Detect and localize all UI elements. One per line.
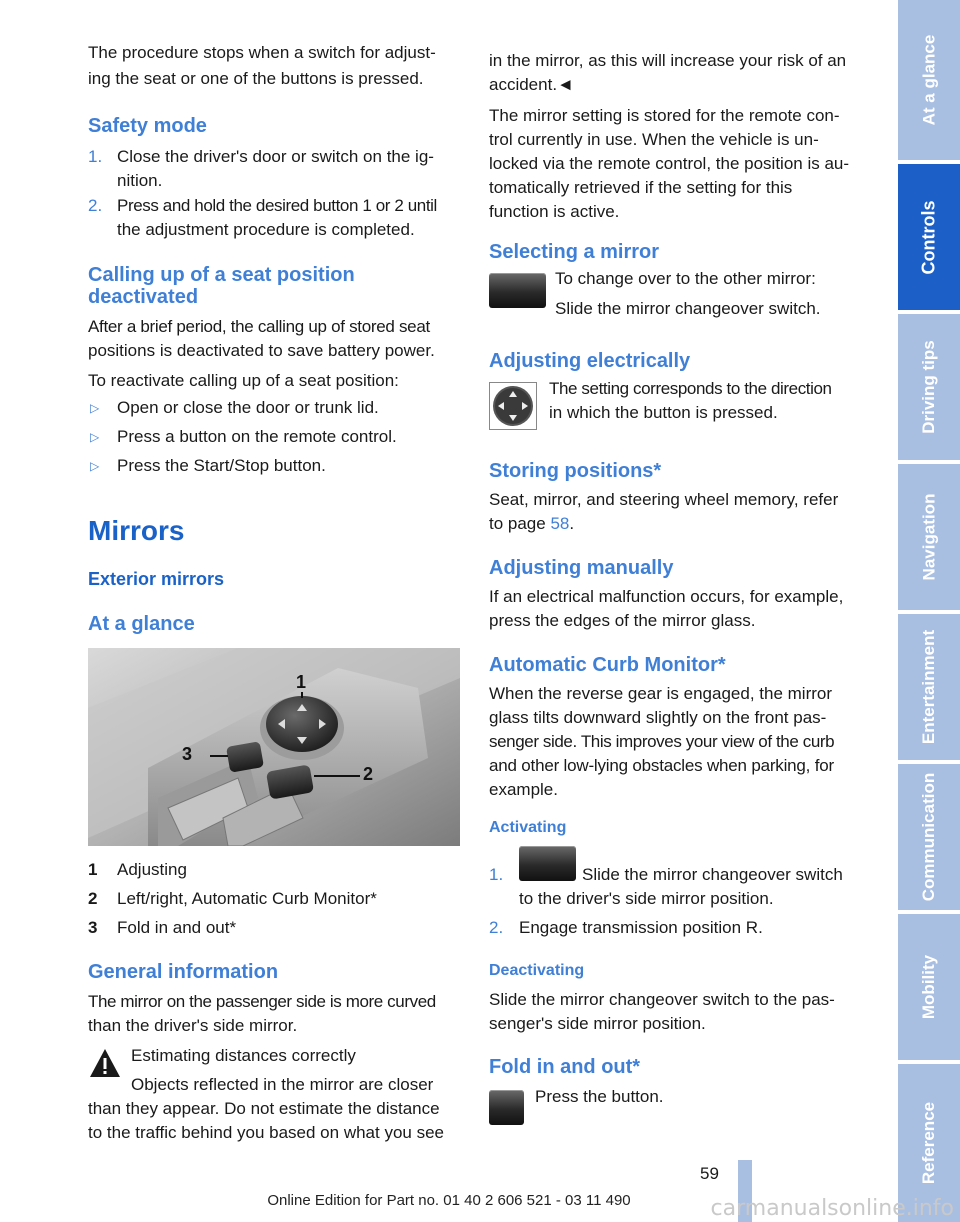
step-number: 1. [88, 147, 103, 166]
at-a-glance-heading: At a glance [88, 613, 195, 635]
tab-navigation[interactable] [898, 464, 960, 610]
step-number: 1. [489, 865, 504, 884]
legend-text: Left/right, Automatic Curb Monitor* [117, 889, 377, 908]
callout-label: 3 [182, 744, 193, 764]
tab-driving-tips[interactable] [898, 314, 960, 460]
paragraph-line: tomatically retrieved if the setting for this [489, 178, 793, 197]
paragraph-line: positions is deactivated to save battery power. [88, 341, 435, 360]
automatic-curb-monitor-heading: Automatic Curb Monitor* [489, 654, 726, 676]
paragraph-line: senger side. This improves your view of the curb [489, 732, 835, 751]
step-text: the adjustment procedure is completed. [117, 220, 415, 239]
paragraph-line: example. [489, 780, 558, 799]
tab-communication[interactable] [898, 764, 960, 910]
tab-label: Navigation [919, 493, 938, 581]
tab-label: Entertainment [919, 629, 939, 745]
footer-text: Online Edition for Part no. 01 40 2 606 521 - 03 11 490 [267, 1192, 631, 1209]
exterior-mirrors-heading: Exterior mirrors [88, 569, 225, 589]
bullet-marker: ▷ [90, 459, 100, 473]
warning-icon [88, 1046, 122, 1082]
bullet-marker: ▷ [90, 430, 100, 444]
paragraph-line: If an electrical malfunction occurs, for example, [489, 587, 844, 606]
paragraph-line: Slide the mirror changeover switch to the pas- [489, 990, 835, 1009]
paragraph-line [489, 511, 574, 537]
mirror-adjust-button-icon [489, 382, 537, 430]
legend-number: 3 [88, 918, 98, 937]
paragraph-line: accident.◄ [489, 75, 574, 94]
step-text: Press and hold the desired button 1 or 2 until [117, 196, 437, 215]
text-span: . [569, 514, 575, 533]
legend-number: 2 [88, 889, 98, 908]
paragraph-line: glass tilts downward slightly on the front pas- [489, 708, 827, 727]
warning-line: to the traffic behind you based on what you see [88, 1123, 444, 1142]
tab-label: Controls [918, 200, 939, 274]
paragraph-line: When the reverse gear is engaged, the mirror [489, 684, 833, 703]
tab-entertainment[interactable] [898, 614, 960, 760]
warning-line: Objects reflected in the mirror are closer [131, 1075, 434, 1094]
selecting-mirror-heading: Selecting a mirror [489, 241, 660, 263]
fold-button-icon [489, 1090, 524, 1125]
adjusting-manually-heading: Adjusting manually [489, 557, 674, 579]
legend-number: 1 [88, 860, 98, 879]
step-number: 2. [88, 196, 103, 215]
paragraph-line: After a brief period, the calling up of stored seat [88, 317, 430, 336]
storing-positions-heading: Storing positions* [489, 460, 662, 482]
step-text: Slide the mirror changeover switch [582, 865, 843, 884]
page-reference-link[interactable]: 58 [550, 514, 570, 533]
watermark: carmanualsonline.info [710, 1196, 954, 1221]
tab-label: At a glance [919, 34, 939, 126]
adjusting-electrically-heading: Adjusting electrically [489, 350, 691, 372]
legend-text: Adjusting [117, 860, 187, 879]
fold-in-and-out-heading: Fold in and out* [489, 1056, 641, 1078]
warning-line: than they appear. Do not estimate the distance [88, 1099, 440, 1118]
activating-heading: Activating [489, 819, 567, 836]
paragraph-line: Seat, mirror, and steering wheel memory, refer [489, 490, 839, 509]
paragraph-line: press the edges of the mirror glass. [489, 611, 756, 630]
tab-label: Driving tips [919, 340, 939, 434]
page-number: 59 [700, 1164, 719, 1183]
intro-line-2: ing the seat or one of the buttons is pressed. [88, 69, 424, 88]
paragraph-line: trol currently in use. When the vehicle is un- [489, 130, 819, 149]
tab-label: Mobility [919, 954, 938, 1020]
paragraph-line: in the mirror, as this will increase your risk of an [489, 51, 847, 70]
bullet-text: Open or close the door or trunk lid. [117, 398, 379, 417]
paragraph-line: function is active. [489, 202, 620, 221]
callout-label: 1 [296, 672, 307, 692]
step-text: nition. [117, 171, 163, 190]
legend-text: Fold in and out* [117, 918, 237, 937]
paragraph-line: Press the button. [535, 1087, 664, 1106]
bullet-text: Press the Start/Stop button. [117, 456, 326, 475]
tab-label: Communication [919, 772, 939, 902]
warning-title: Estimating distances correctly [131, 1046, 356, 1065]
calling-up-heading-line-1: Calling up of a seat position [88, 264, 355, 286]
paragraph-line: senger's side mirror position. [489, 1014, 706, 1033]
intro-line-1: The procedure stops when a switch for adjust- [88, 43, 436, 62]
tab-label: Reference [919, 1101, 938, 1185]
safety-mode-heading: Safety mode [88, 115, 207, 137]
step-text: to the driver's side mirror position. [519, 889, 774, 908]
deactivating-heading: Deactivating [489, 962, 585, 979]
callout-label: 2 [363, 764, 374, 784]
bullet-text: Press a button on the remote control. [117, 427, 397, 446]
mirror-controls-illustration [88, 648, 460, 846]
mirror-changeover-switch-icon [489, 273, 546, 308]
paragraph-line: The mirror setting is stored for the remote con- [489, 106, 840, 125]
mirrors-heading: Mirrors [88, 515, 185, 546]
step-text: Engage transmission position R. [519, 918, 763, 937]
step-text: Close the driver's door or switch on the ig- [117, 147, 434, 166]
calling-up-heading-line-2: deactivated [88, 286, 199, 308]
paragraph-line: than the driver's side mirror. [88, 1016, 298, 1035]
paragraph-line: in which the button is pressed. [549, 403, 778, 422]
paragraph-line: To reactivate calling up of a seat position: [88, 371, 399, 390]
paragraph-line: The mirror on the passenger side is more curved [88, 992, 436, 1011]
tab-at-a-glance[interactable] [898, 0, 960, 160]
mirror-controls-photo [88, 648, 460, 846]
tab-controls[interactable] [898, 164, 960, 310]
paragraph-line: locked via the remote control, the position is au- [489, 154, 850, 173]
paragraph-line: The setting corresponds to the direction [549, 379, 832, 398]
mirror-changeover-switch-icon [519, 846, 576, 881]
text-span: to page [489, 514, 551, 533]
paragraph-line: and other low-lying obstacles when parking, for [489, 756, 834, 775]
paragraph-line: Slide the mirror changeover switch. [555, 299, 821, 318]
tab-mobility[interactable] [898, 914, 960, 1060]
general-information-heading: General information [88, 961, 279, 983]
step-number: 2. [489, 918, 504, 937]
bullet-marker: ▷ [90, 401, 100, 415]
paragraph-line: To change over to the other mirror: [555, 269, 816, 288]
